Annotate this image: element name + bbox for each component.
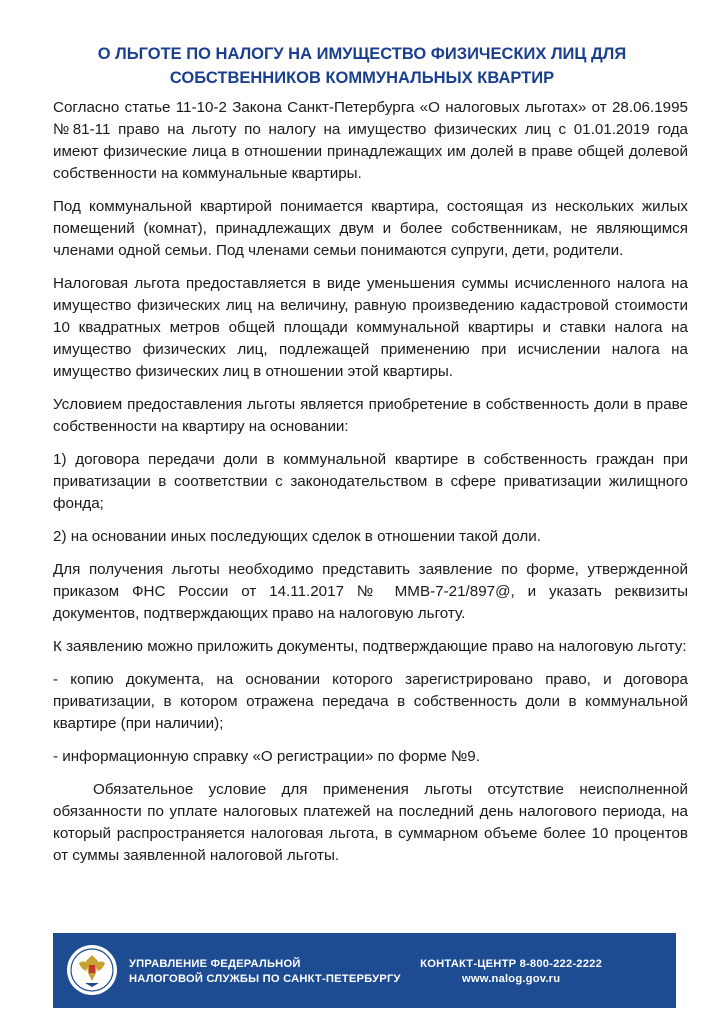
paragraph-mandatory-condition: Обязательное условие для применения льготы отсутствие неисполненной обязанности по уплате налоговых платежей на последний день налогового периода, на который распространяется налоговая льгота, в суммарном объеме более 10 процентов от суммы заявленной налоговой льготы. bbox=[53, 781, 688, 864]
organization-name-line-2: НАЛОГОВОЙ СЛУЖБЫ ПО САНКТ-ПЕТЕРБУРГУ bbox=[129, 973, 401, 985]
contact-center-phone: КОНТАКТ-ЦЕНТР 8-800-222-2222 bbox=[420, 958, 602, 970]
document-title: О ЛЬГОТЕ ПО НАЛОГУ НА ИМУЩЕСТВО ФИЗИЧЕСКИХ ЛИЦ ДЛЯ СОБСТВЕННИКОВ КОММУНАЛЬНЫХ КВАРТИР bbox=[97, 45, 627, 87]
fns-emblem-icon bbox=[65, 943, 119, 997]
organization-name bbox=[129, 957, 401, 987]
website-link[interactable]: www.nalog.gov.ru bbox=[461, 973, 561, 985]
organization-name-line-1: УПРАВЛЕНИЕ ФЕДЕРАЛЬНОЙ bbox=[129, 958, 301, 970]
paragraph-application: Для получения льготы необходимо представить заявление по форме, утвержденной приказом ФНС России от 14.11.2017 № ММВ-7-21/897@, и указать реквизиты документов, подтверждающих право на налоговую льготу. bbox=[53, 561, 688, 622]
paragraph-condition-item-1: 1) договора передачи доли в коммунальной квартире в собственность граждан при приватизации в соответствии с законодательством в сфере приватизации жилищного фонда; bbox=[53, 451, 688, 512]
footer-banner bbox=[53, 933, 676, 1008]
contact-info bbox=[420, 957, 602, 987]
paragraph-communal-definition: Под коммунальной квартирой понимается квартира, состоящая из нескольких жилых помещений (комнат), принадлежащих двум и более собственникам, не являющимся членами одной семьи. Под членами семьи понимаются супруги, дети, родители. bbox=[53, 198, 688, 259]
paragraph-benefit-amount: Налоговая льгота предоставляется в виде уменьшения суммы исчисленного налога на имущество физических лиц на величину, равную произведению кадастровой стоимости 10 квадратных метров общей площади коммунальной квартиры и ставки налога на имущество физических лиц, подлежащей применению при исчислении налога на имущество физических лиц в отношении этой квартиры. bbox=[53, 275, 688, 380]
paragraph-attachment-item-1: - копию документа, на основании которого зарегистрировано право, и договора приватизации, в котором отражена передача в собственность доли в коммунальной квартире (при наличии); bbox=[53, 671, 688, 732]
paragraph-condition: Условием предоставления льготы является приобретение в собственность доли в праве собственности на квартиру на основании: bbox=[53, 396, 688, 435]
document-body bbox=[53, 97, 688, 878]
paragraph-condition-item-2: 2) на основании иных последующих сделок в отношении такой доли. bbox=[53, 528, 541, 545]
paragraph-attachment-item-2: - информационную справку «О регистрации» по форме №9. bbox=[53, 748, 480, 765]
paragraph-attachments: К заявлению можно приложить документы, подтверждающие право на налоговую льготу: bbox=[53, 638, 687, 655]
paragraph-legal-basis: Согласно статье 11-10-2 Закона Санкт-Петербурга «О налоговых льготах» от 28.06.1995 №81-11 право на льготу по налогу на имущество физических лиц с 01.01.2019 года имеют физические лица в отношении принадлежащих им долей в праве общей долевой собственности на коммунальные квартиры. bbox=[53, 99, 688, 182]
